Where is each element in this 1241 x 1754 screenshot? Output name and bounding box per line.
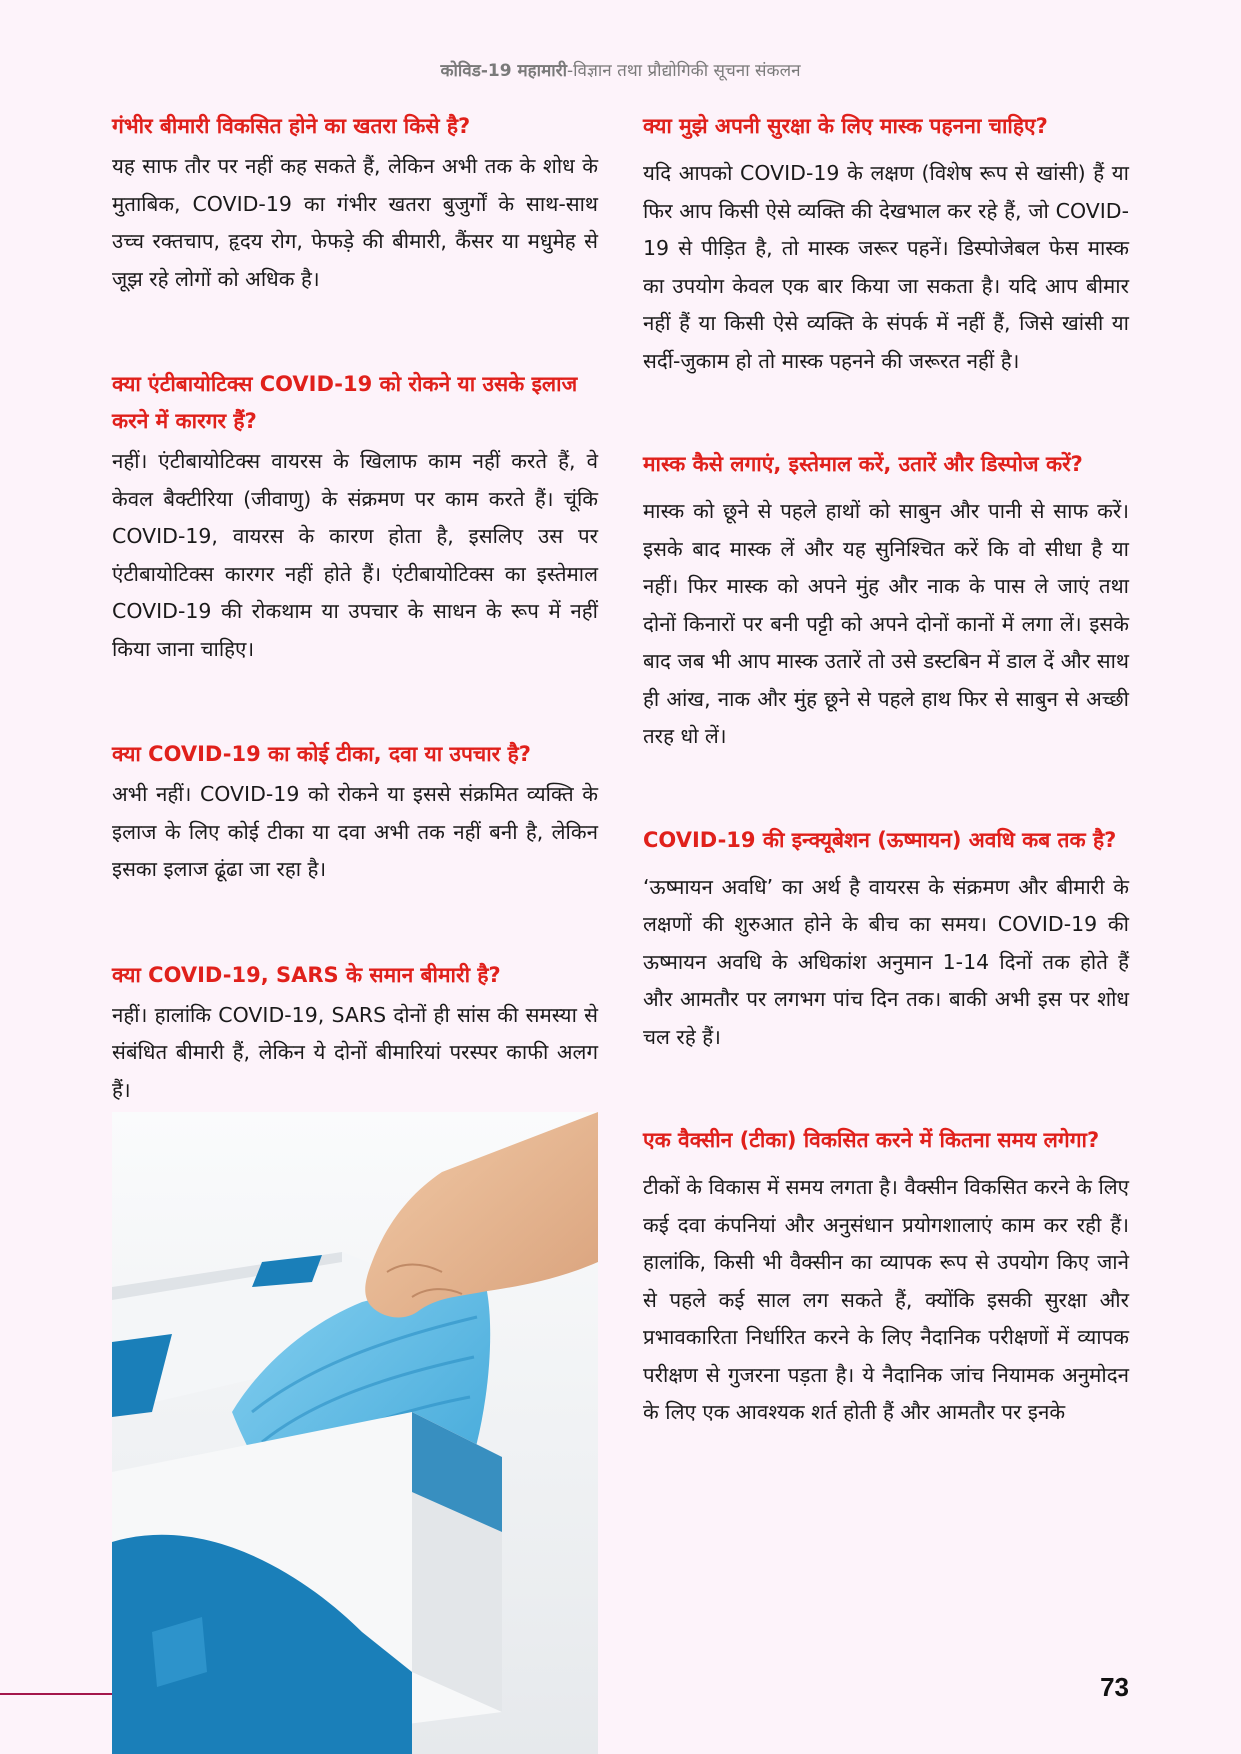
faq-heading: एक वैक्सीन (टीका) विकसित करने में कितना समय लगेगा? xyxy=(643,1128,1100,1152)
faq-heading: मास्क कैसे लगाएं, इस्तेमाल करें, उतारें और डिस्पोज करें? xyxy=(643,452,1083,476)
header-title-bold: कोविड-19 महामारी xyxy=(440,61,567,81)
mask-box-photo xyxy=(112,1112,598,1754)
faq-heading: क्या एंटीबायोटिक्स COVID-19 को रोकने या उसके इलाज करने में कारगर हैं? xyxy=(112,372,578,433)
faq-body: यदि आपको COVID-19 के लक्षण (विशेष रूप से खांसी) हैं या फिर आप किसी ऐसे व्यक्ति की देखभाल कर रहे हैं, जो COVID-19 से पीड़ित है, तो मास्क जरूर पहनें। डिस्पोजेबल फेस मास्क का उपयोग केवल एक बार किया जा सकता है। यदि आप बीमार नहीं हैं या किसी ऐसे व्यक्ति के संपर्क में नहीं हैं, जिसे खांसी या सर्दी-जुकाम हो तो मास्क पहनने की जरूरत नहीं है। xyxy=(643,161,1129,373)
faq-section xyxy=(643,1122,1129,1432)
right-column xyxy=(643,108,1129,1498)
faq-section xyxy=(643,108,1129,380)
faq-section xyxy=(643,822,1129,1057)
footer-rule xyxy=(0,1693,112,1695)
faq-section xyxy=(643,446,1129,756)
faq-heading: क्या COVID-19 का कोई टीका, दवा या उपचार है? xyxy=(112,742,531,766)
faq-heading: गंभीर बीमारी विकसित होने का खतरा किसे है? xyxy=(112,114,471,138)
faq-body: नहीं। एंटीबायोटिक्स वायरस के खिलाफ काम नहीं करते हैं, वे केवल बैक्टीरिया (जीवाणु) के संक्रमण पर काम करते हैं। चूंकि COVID-19, वायरस के कारण होता है, इसलिए उस पर एंटीबायोटिक्स कारगर नहीं होते हैं। एंटीबायोटिक्स का इस्तेमाल COVID-19 की रोकथाम या उपचार के साधन के रूप में नहीं किया जाना चाहिए। xyxy=(112,449,598,661)
faq-body: ‘ऊष्मायन अवधि’ का अर्थ है वायरस के संक्रमण और बीमारी के लक्षणों की शुरुआत होने के बीच का समय। COVID-19 की ऊष्मायन अवधि के अधिकांश अनुमान 1-14 दिनों तक होते हैं और आमतौर पर लगभग पांच दिन तक। बाकी अभी इस पर शोध चल रहे हैं। xyxy=(643,874,1129,1049)
left-column xyxy=(112,108,598,1177)
faq-section xyxy=(112,957,598,1110)
faq-body: अभी नहीं। COVID-19 को रोकने या इससे संक्रमित व्यक्ति के इलाज के लिए कोई टीका या दवा अभी तक नहीं बनी है, लेकिन इसका इलाज ढूंढा जा रहा है। xyxy=(112,782,598,881)
running-header xyxy=(0,58,1241,81)
faq-section xyxy=(112,366,598,668)
faq-section xyxy=(112,736,598,889)
header-title-rest: -विज्ञान तथा प्रौद्योगिकी सूचना संकलन xyxy=(567,61,801,81)
faq-section xyxy=(112,108,598,298)
faq-heading: COVID-19 की इन्क्यूबेशन (ऊष्मायन) अवधि कब तक है? xyxy=(643,827,1117,852)
faq-heading: क्या COVID-19, SARS के समान बीमारी है? xyxy=(112,962,501,987)
faq-body: यह साफ तौर पर नहीं कह सकते हैं, लेकिन अभी तक के शोध के मुताबिक, COVID-19 का गंभीर खतरा बुजुर्गों के साथ-साथ उच्च रक्तचाप, हृदय रोग, फेफड़े की बीमारी, कैंसर या मधुमेह से जूझ रहे लोगों को अधिक है। xyxy=(112,154,598,291)
page-number: 73 xyxy=(1100,1672,1129,1702)
faq-body: मास्क को छूने से पहले हाथों को साबुन और पानी से साफ करें। इसके बाद मास्क लें और यह सुनिश्चित करें कि वो सीधा है या नहीं। फिर मास्क को अपने मुंह और नाक के पास ले जाएं तथा दोनों किनारों पर बनी पट्टी को अपने दोनों कानों में लगा लें। इसके बाद जब भी आप मास्क उतारें तो उसे डस्टबिन में डाल दें और साथ ही आंख, नाक और मुंह छूने से पहले हाथ फिर से साबुन से अच्छी तरह धो लें। xyxy=(643,499,1129,748)
mask-box-illustration xyxy=(112,1112,598,1754)
faq-body: नहीं। हालांकि COVID-19, SARS दोनों ही सांस की समस्या से संबंधित बीमारी हैं, लेकिन ये दोनों बीमारियां परस्पर काफी अलग हैं। xyxy=(112,1002,598,1102)
faq-heading: क्या मुझे अपनी सुरक्षा के लिए मास्क पहनना चाहिए? xyxy=(643,114,1048,138)
faq-body: टीकों के विकास में समय लगता है। वैक्सीन विकसित करने के लिए कई दवा कंपनियां और अनुसंधान प्रयोगशालाएं काम कर रही हैं। हालांकि, किसी भी वैक्सीन का व्यापक रूप से उपयोग किए जाने से पहले कई साल लग सकते हैं, क्योंकि इसकी सुरक्षा और प्रभावकारिता निर्धारित करने के लिए नैदानिक परीक्षणों में व्यापक परीक्षण से गुजरना पड़ता है। ये नैदानिक जांच नियामक अनुमोदन के लिए एक आवश्यक शर्त होती हैं और आमतौर पर इनके xyxy=(643,1175,1129,1424)
